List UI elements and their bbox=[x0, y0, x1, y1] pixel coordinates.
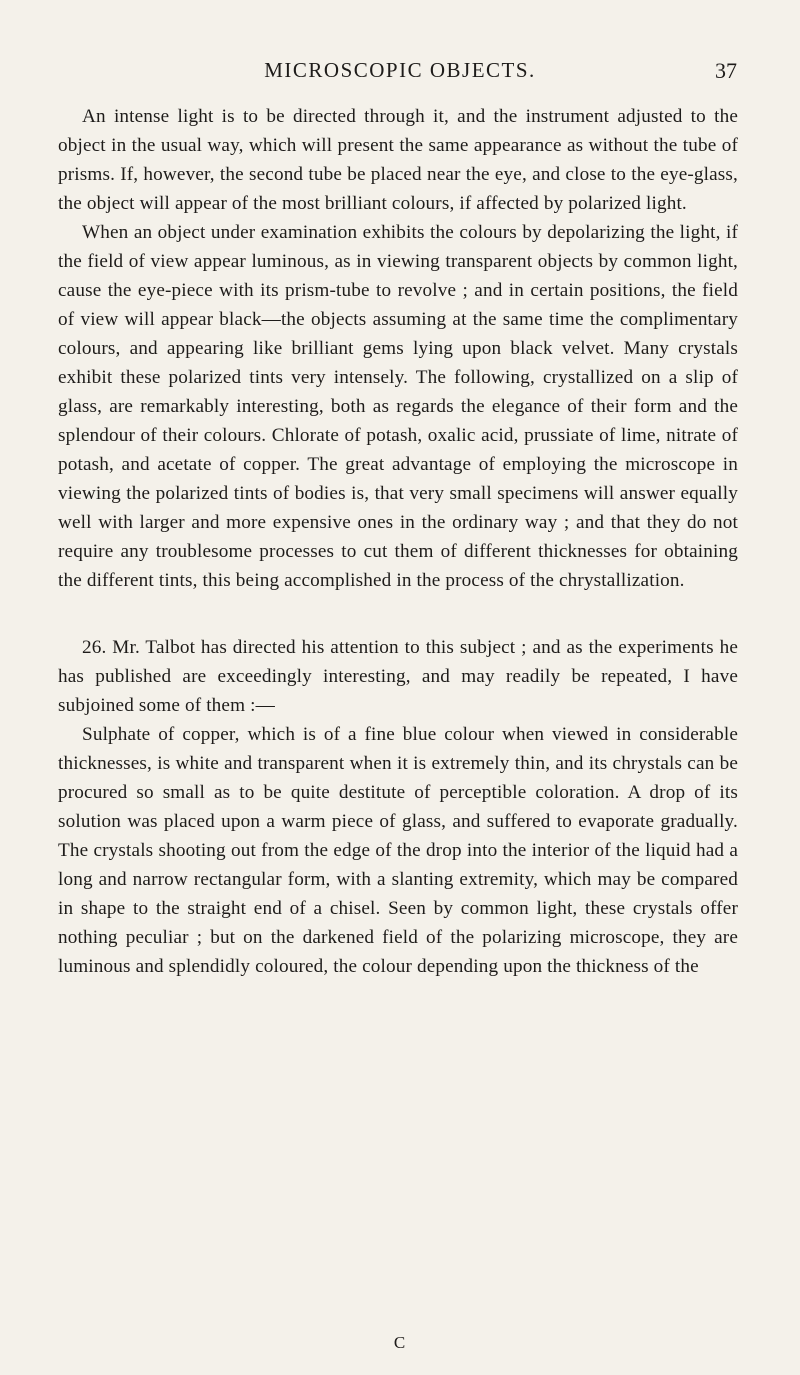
page-header bbox=[0, 58, 800, 88]
page-number: 37 bbox=[715, 58, 737, 83]
paragraph-depolarizing: When an object under examination exhibits the colours by depolarizing the light, if the field of view appear luminous, as in viewing transparent objects by common light, cause the eye-piece with its prism-tube to revolve ; and in certain positions, the field of view will appear black—the objects assuming at the same time the complimentary colours, and appearing like brilliant gems lying upon black velvet. Many crystals exhibit these polarized tints very intensely. The following, crystallized on a slip of glass, are remarkably interesting, both as regards the elegance of their form and the splendour of their colours. Chlorate of potash, oxalic acid, prussiate of lime, nitrate of potash, and acetate of copper. The great advantage of employing the microscope in viewing the polarized tints of bodies is, that very small specimens will answer equally well with larger and more expensive ones in the ordinary way ; and that they do not require any troublesome processes to cut them of different thicknesses for obtaining the different tints, this being accomplished in the process of the chrystallization. bbox=[58, 222, 738, 591]
paragraph-section-26: 26. Mr. Talbot has directed his attention to this subject ; and as the experiments he has published are exceedingly interesting, and may readily be repeated, I have subjoined some of them :— bbox=[58, 637, 738, 716]
body-text bbox=[58, 102, 738, 981]
running-title: MICROSCOPIC OBJECTS. bbox=[264, 58, 536, 82]
paragraph-prism-light: An intense light is to be directed through it, and the instrument adjusted to the object in the usual way, which will present the same appearance as without the tube of prisms. If, however, the second tube be placed near the eye, and close to the eye-glass, the object will appear of the most brilliant colours, if affected by polarized light. bbox=[58, 106, 738, 214]
signature-mark: C bbox=[393, 1333, 407, 1352]
paragraph-sulphate-of-copper: Sulphate of copper, which is of a fine blue colour when viewed in considerable thicknesses, is white and transparent when it is extremely thin, and its chrystals can be procured so small as to be quite destitute of perceptible coloration. A drop of its solution was placed upon a warm piece of glass, and suffered to evaporate gradually. The crystals shooting out from the edge of the drop into the interior of the liquid had a long and narrow rectangular form, with a slanting extremity, which may be compared in shape to the straight end of a chisel. Seen by common light, these crystals offer nothing peculiar ; but on the darkened field of the polarizing microscope, they are luminous and splendidly coloured, the colour depending upon the thickness of the bbox=[58, 724, 738, 977]
